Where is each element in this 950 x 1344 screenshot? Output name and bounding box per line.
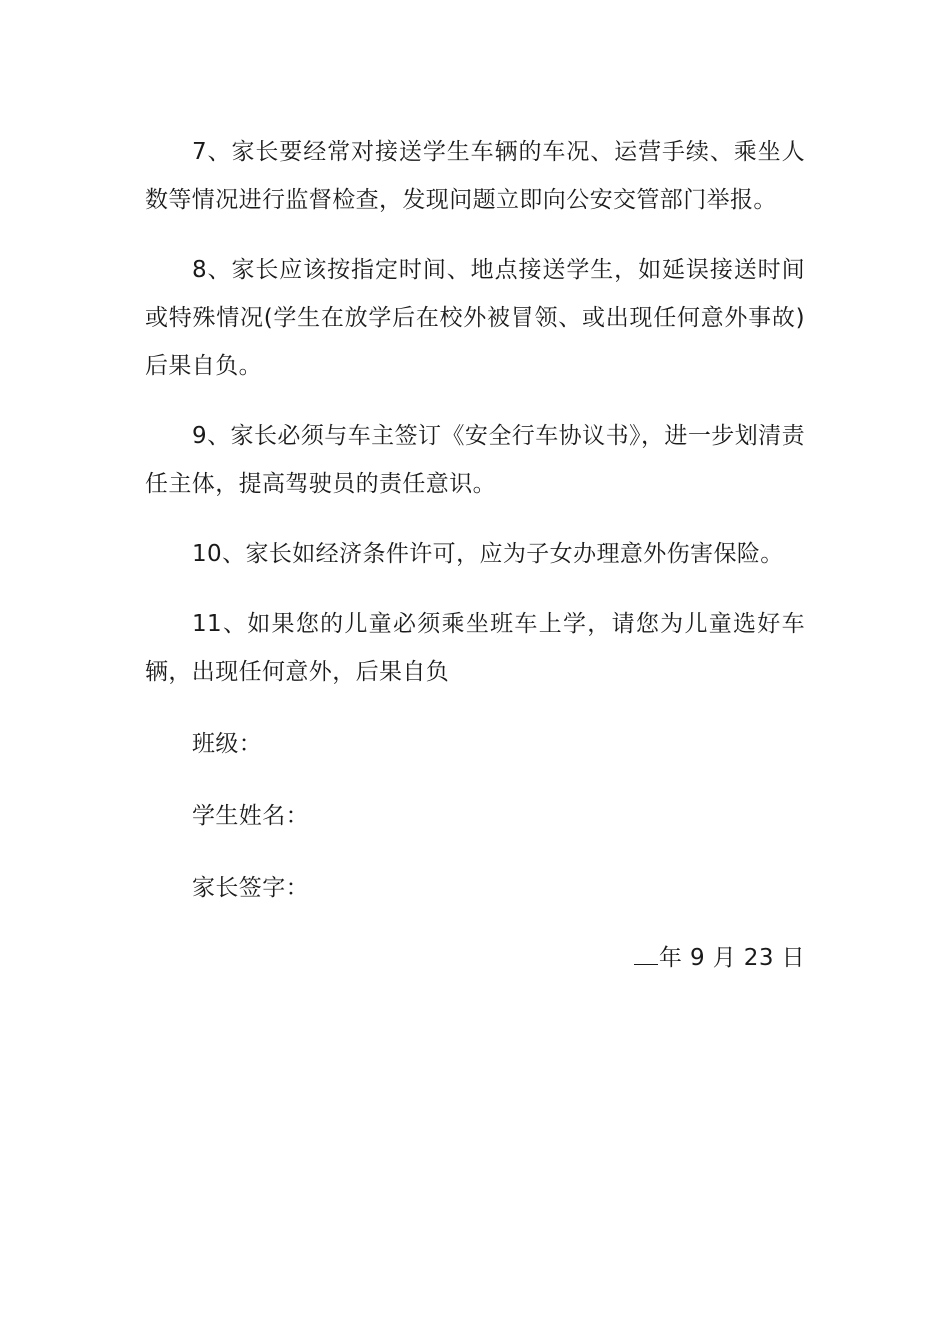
clause-11: 11、如果您的儿童必须乘坐班车上学，请您为儿童选好车辆，出现任何意外，后果自负 <box>145 611 805 685</box>
class-field-label: 班级： <box>192 731 263 757</box>
student-name-field-label: 学生姓名： <box>192 803 309 829</box>
clause-9: 9、家长必须与车主签订《安全行车协议书》，进一步划清责任主体，提高驾驶员的责任意识。 <box>145 423 805 497</box>
date-line <box>145 934 805 982</box>
date-text: 年 9 月 23 日 <box>658 945 805 971</box>
parent-signature-field-label: 家长签字： <box>192 875 309 901</box>
clause-8: 8、家长应该按指定时间、地点接送学生，如延误接送时间或特殊情况(学生在放学后在校外被冒领、或出现任何意外事故)后果自负。 <box>145 257 805 379</box>
clause-10: 10、家长如经济条件许可，应为子女办理意外伤害保险。 <box>192 541 784 567</box>
year-blank-underline <box>634 942 658 965</box>
document-body <box>145 128 805 982</box>
clause-7: 7、家长要经常对接送学生车辆的车况、运营手续、乘坐人数等情况进行监督检查，发现问题立即向公安交管部门举报。 <box>145 139 805 213</box>
